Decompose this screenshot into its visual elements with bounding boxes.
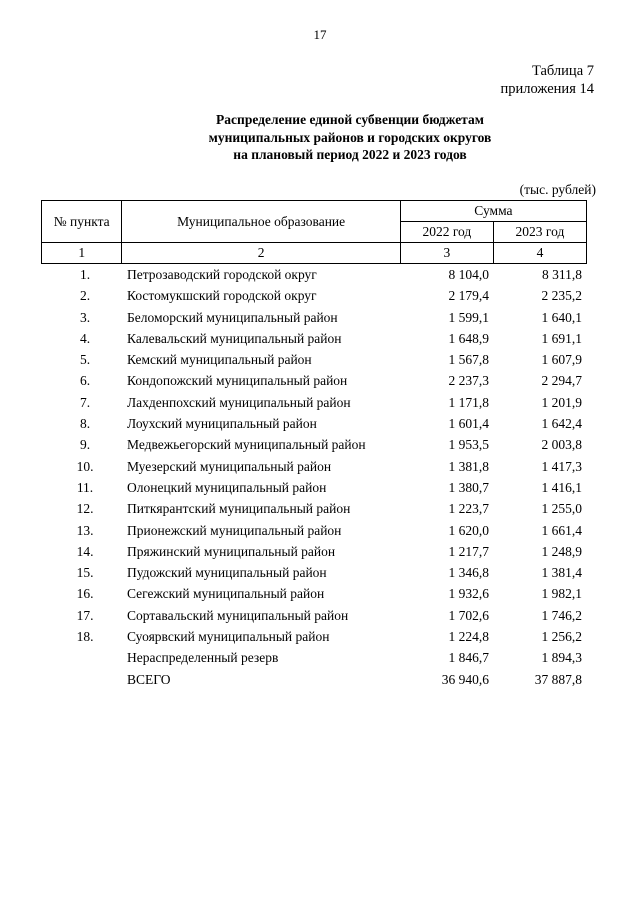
row-number: 14.: [76, 543, 94, 559]
row-municipality: Лахденпохский муниципальный район: [127, 394, 351, 410]
row-value-2022: 1 953,5: [448, 437, 489, 453]
row-number: 7.: [79, 394, 91, 410]
row-municipality: Костомукшский городской округ: [127, 288, 317, 304]
row-number: 5.: [79, 352, 91, 368]
row-value-2022: 1 217,7: [448, 543, 489, 559]
table-row: [41, 307, 587, 328]
row-value-2023: 1 982,1: [541, 586, 582, 602]
row-number: 11.: [76, 479, 94, 495]
row-value-2023: 8 311,8: [542, 267, 582, 282]
table-body: [41, 264, 587, 690]
row-value-2022: 1 381,8: [448, 458, 489, 474]
row-value-2023: 1 255,0: [541, 501, 582, 517]
row-value-2023: 1 691,1: [541, 330, 582, 346]
row-value-2022: 1 599,1: [448, 309, 489, 325]
row-value-2022: 2 237,3: [448, 373, 489, 389]
row-municipality: Петрозаводский городской округ: [127, 267, 317, 282]
row-value-2022: 8 104,0: [448, 267, 489, 282]
row-value-2022: 1 224,8: [448, 629, 489, 645]
table-ref-line1: Таблица 7: [531, 63, 594, 79]
title-line3: на плановый период 2022 и 2023 годов: [233, 147, 467, 162]
row-value-2023: 1 640,1: [541, 309, 582, 325]
table-row: [41, 477, 587, 498]
row-value-2023: 37 887,8: [534, 671, 582, 687]
row-municipality: Олонецкий муниципальный район: [127, 479, 327, 495]
row-value-2022: 1 601,4: [448, 416, 489, 432]
table-row: [41, 541, 587, 562]
row-number: 10.: [76, 458, 94, 474]
header-index-4: 4: [493, 243, 586, 264]
row-value-2023: 2 003,8: [541, 437, 582, 453]
table-row: [41, 669, 587, 690]
row-municipality: Сортавальский муниципальный район: [127, 607, 349, 623]
row-number: 4.: [79, 330, 91, 346]
row-municipality: Беломорский муниципальный район: [127, 309, 338, 325]
row-value-2022: 1 380,7: [448, 479, 489, 495]
row-municipality: Сегежский муниципальный район: [127, 586, 325, 602]
table-row: [41, 413, 587, 434]
header-index-2: 2: [122, 243, 400, 264]
table-row: [41, 456, 587, 477]
table-row: [41, 583, 587, 604]
row-number: 3.: [79, 309, 91, 325]
row-municipality: Пудожский муниципальный район: [127, 565, 327, 581]
table-ref-line2: приложения 14: [500, 81, 594, 97]
row-number: 12.: [76, 501, 94, 517]
row-number: 18.: [76, 629, 94, 645]
table-row: [41, 285, 587, 306]
row-municipality: Нераспределенный резерв: [127, 650, 279, 666]
row-value-2022: 1 702,6: [448, 607, 489, 623]
table-row: [41, 520, 587, 541]
document-title: [150, 111, 550, 164]
row-municipality: Пряжинский муниципальный район: [127, 543, 336, 559]
row-number: 6.: [79, 373, 91, 389]
table-reference: [501, 62, 594, 98]
row-number: 13.: [76, 522, 94, 538]
table-row: [41, 498, 587, 519]
row-number: 2.: [79, 288, 91, 304]
row-number: 15.: [76, 565, 94, 581]
row-number: 8.: [79, 416, 91, 432]
header-year-2022: 2022 год: [400, 222, 493, 243]
header-index-1: 1: [42, 243, 122, 264]
row-number: 1.: [79, 267, 91, 282]
row-value-2023: 1 642,4: [541, 416, 582, 432]
row-municipality: Калевальский муниципальный район: [127, 330, 342, 346]
unit-label: (тыс. рублей): [519, 182, 596, 197]
row-municipality: Прионежский муниципальный район: [127, 522, 342, 538]
row-municipality: Кондопожский муниципальный район: [127, 373, 348, 389]
row-value-2023: 1 661,4: [541, 522, 582, 538]
row-number: 9.: [79, 437, 91, 453]
header-index-3: 3: [400, 243, 493, 264]
row-value-2023: 1 607,9: [541, 352, 582, 368]
table-row: [41, 264, 587, 285]
row-municipality: ВСЕГО: [127, 671, 171, 687]
row-value-2022: 1 223,7: [448, 501, 489, 517]
row-value-2023: 1 746,2: [541, 607, 582, 623]
page-number: 17: [313, 27, 327, 42]
row-value-2023: 1 417,3: [541, 458, 582, 474]
table-row: [41, 562, 587, 583]
row-value-2023: 1 256,2: [541, 629, 582, 645]
table-row: [41, 434, 587, 455]
row-value-2022: 1 171,8: [448, 394, 489, 410]
row-value-2022: 1 846,7: [448, 650, 489, 666]
table-row: [41, 349, 587, 370]
row-value-2022: 1 346,8: [448, 565, 489, 581]
header-sum: Сумма: [400, 201, 586, 222]
row-value-2023: 2 235,2: [541, 288, 582, 304]
table-row: [41, 605, 587, 626]
table-row: [41, 328, 587, 349]
row-value-2022: 2 179,4: [448, 288, 489, 304]
row-value-2023: 1 201,9: [541, 394, 582, 410]
header-year-2023: 2023 год: [493, 222, 586, 243]
row-value-2023: 1 416,1: [541, 479, 582, 495]
row-value-2022: 1 567,8: [448, 352, 489, 368]
title-line1: Распределение единой субвенции бюджетам: [216, 112, 484, 127]
row-municipality: Лоухский муниципальный район: [127, 416, 317, 432]
row-municipality: Муезерский муниципальный район: [127, 458, 332, 474]
row-value-2022: 36 940,6: [441, 671, 489, 687]
row-value-2023: 1 381,4: [541, 565, 582, 581]
row-municipality: Питкярантский муниципальный район: [127, 501, 351, 517]
row-number: 17.: [76, 607, 94, 623]
table-row: [41, 370, 587, 391]
header-num: № пункта: [42, 201, 122, 243]
title-line2: муниципальных районов и городских округов: [208, 129, 492, 145]
row-value-2022: 1 620,0: [448, 522, 489, 538]
row-value-2022: 1 648,9: [448, 330, 489, 346]
row-value-2023: 1 894,3: [541, 650, 582, 666]
row-municipality: Суоярвский муниципальный район: [127, 629, 330, 645]
row-value-2023: 2 294,7: [541, 373, 582, 389]
row-number: 16.: [76, 586, 94, 602]
row-municipality: Кемский муниципальный район: [127, 352, 312, 368]
table-row: [41, 647, 587, 668]
table-row: [41, 626, 587, 647]
header-name: Муниципальное образование: [122, 201, 400, 243]
table-header: [41, 200, 587, 264]
row-value-2022: 1 932,6: [448, 586, 489, 602]
row-municipality: Медвежьегорский муниципальный район: [127, 437, 366, 453]
table-row: [41, 392, 587, 413]
row-value-2023: 1 248,9: [541, 543, 582, 559]
